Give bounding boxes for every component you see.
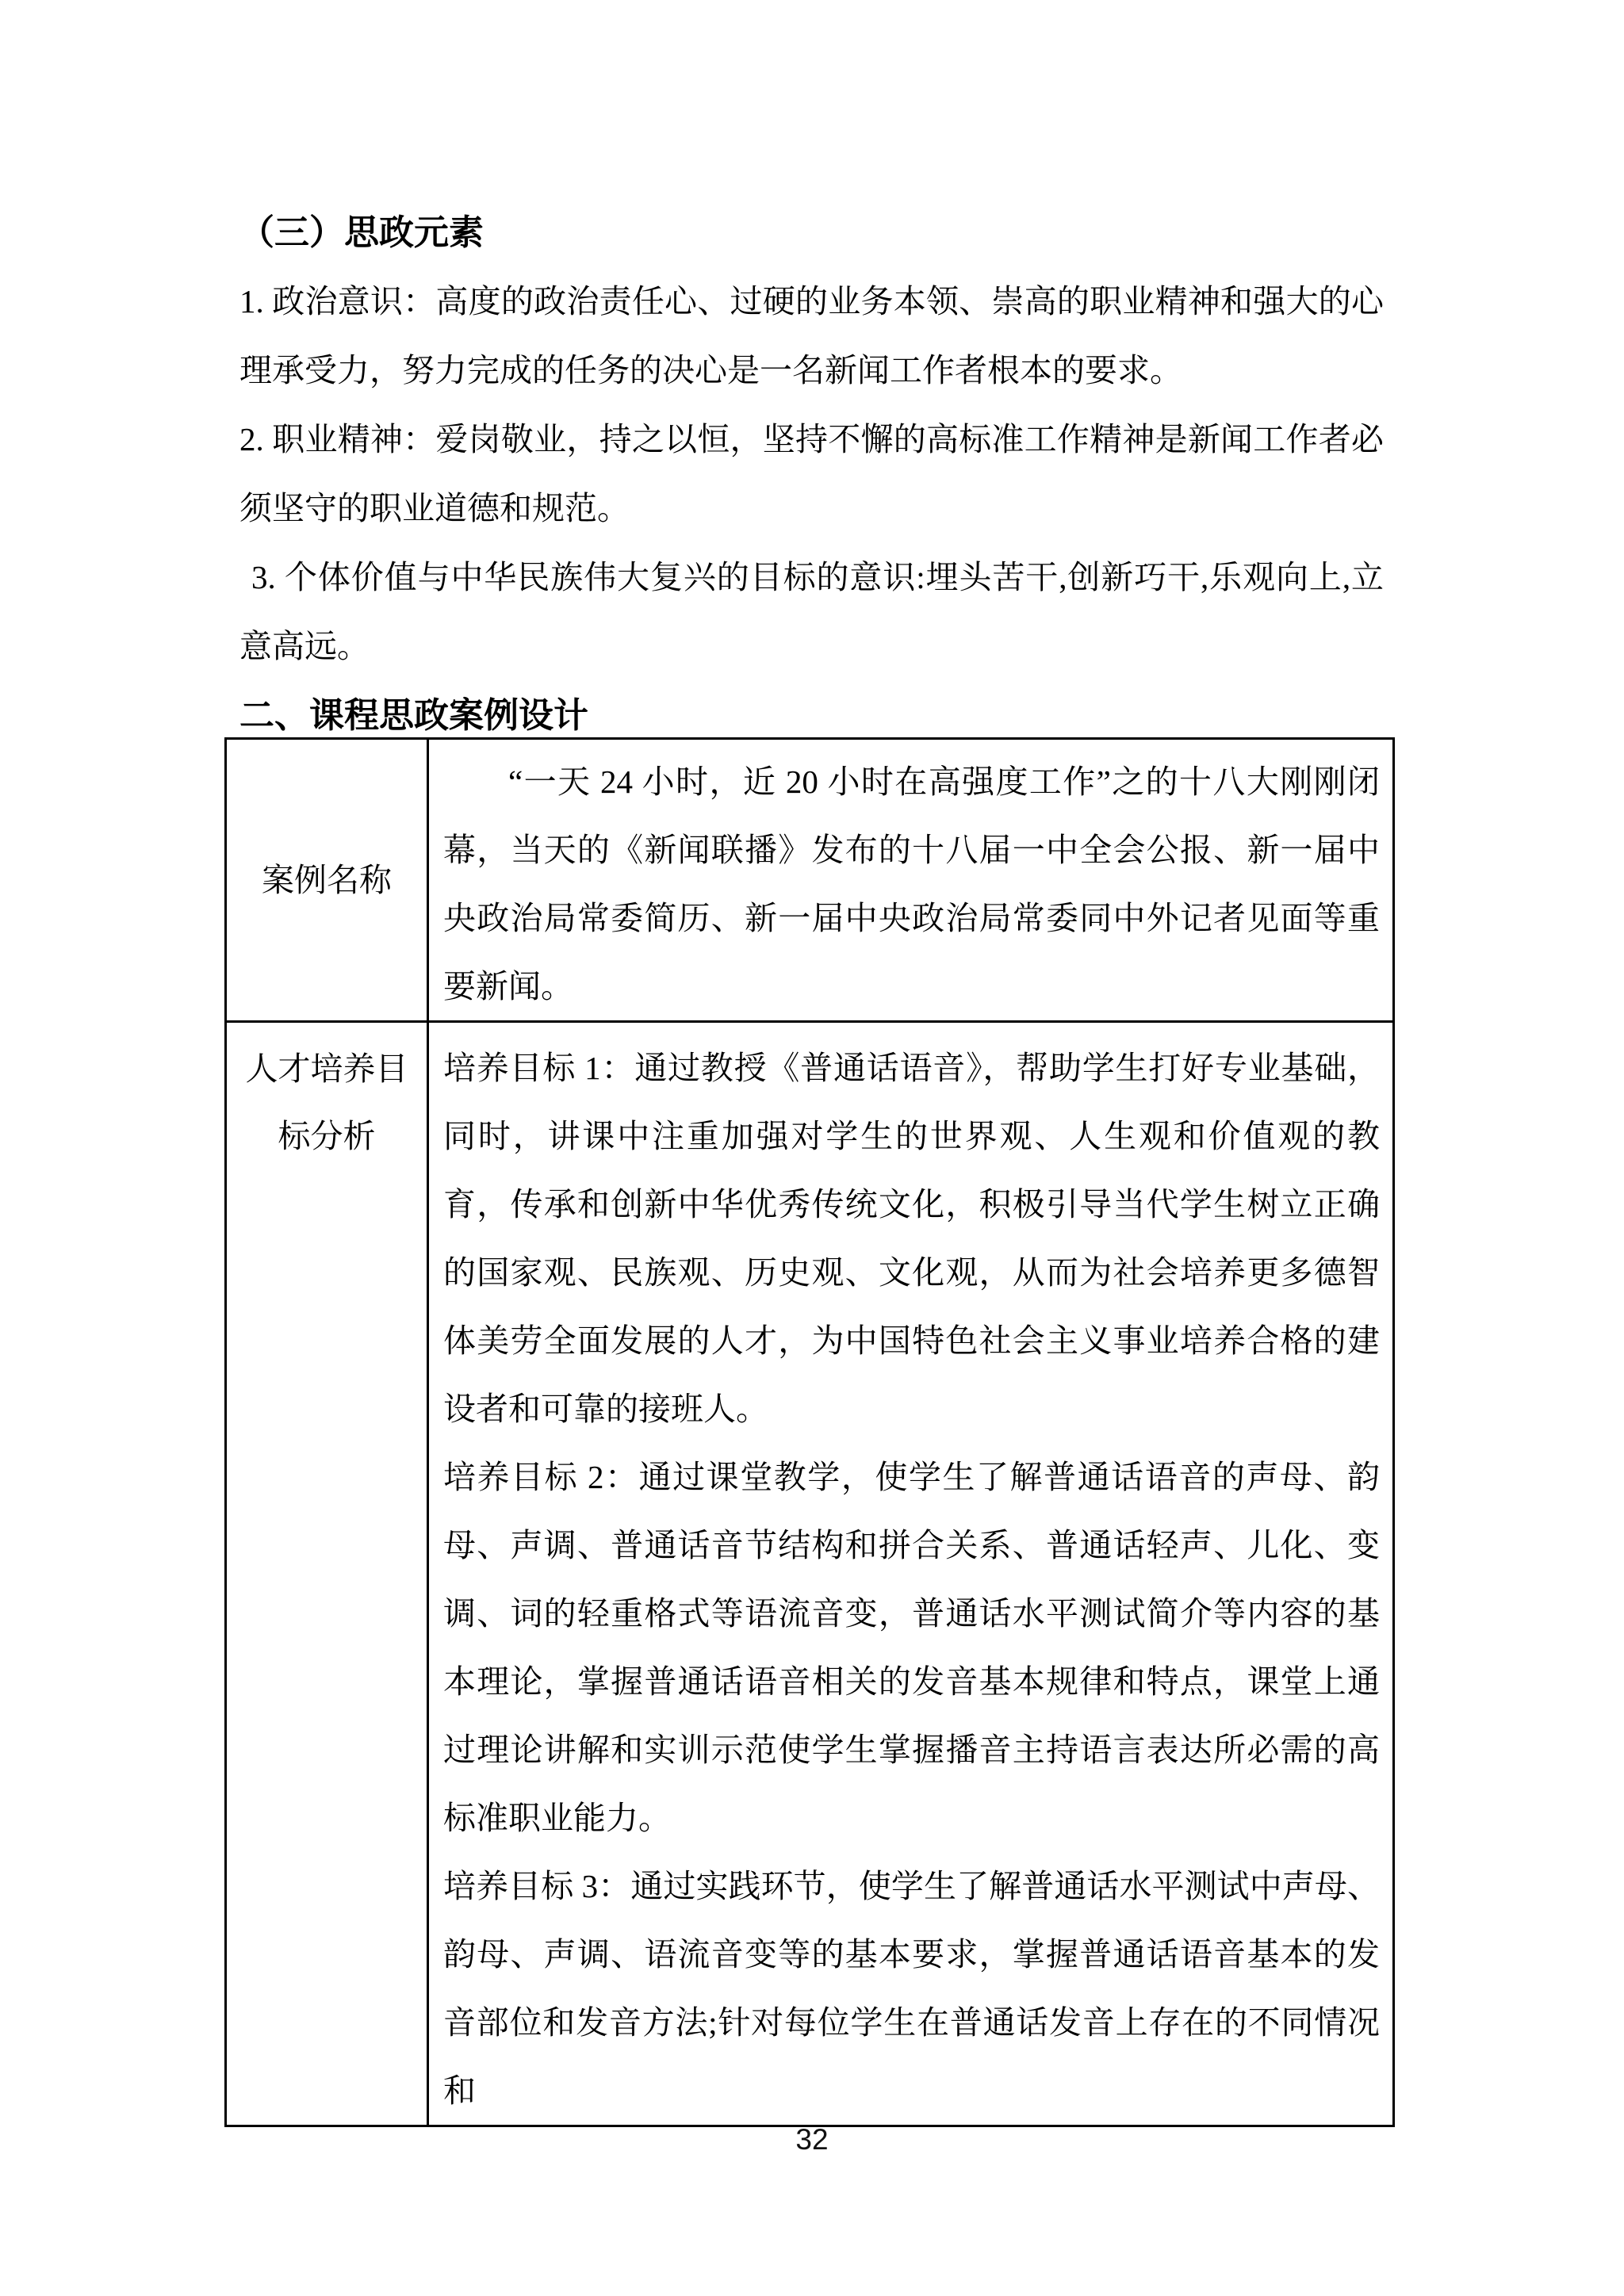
case-name-label-cell <box>226 739 428 1022</box>
paragraph-individual-value: 3. 个体价值与中华民族伟大复兴的目标的意识:埋头苦干,创新巧干,乐观向上,立意高远。 <box>239 559 1384 664</box>
paragraph-political-awareness: 1. 政治意识：高度的政治责任心、过硬的业务本领、崇高的职业精神和强大的心理承受力，努力完成的任务的决心是一名新闻工作者根本的要求。 <box>239 283 1384 388</box>
training-goal-1: 培养目标 1：通过教授《普通话语音》，帮助学生打好专业基础，同时，讲课中注重加强对学生的世界观、人生观和价值观的教育，传承和创新中华优秀传统文化，积极引导当代学生树立正确的国家观、民族观、历史观、文化观，从而为社会培养更多德智体美劳全面发展的人才，为中国特色社会主义事业培养合格的建设者和可靠的接班人。 <box>443 1050 1380 1427</box>
training-goals-label: 人才培养目标分析 <box>245 1050 408 1154</box>
case-name-content-cell <box>428 739 1394 1022</box>
training-goal-2: 培养目标 2：通过课堂教学，使学生了解普通话语音的声母、韵母、声调、普通话音节结构和拼合关系、普通话轻声、儿化、变调、词的轻重格式等语流音变，普通话水平测试简介等内容的基本理论，掌握普通话语音相关的发音基本规律和特点，课堂上通过理论讲解和实训示范使学生掌握播音主持语言表达所必需的高标准职业能力。 <box>443 1459 1380 1836</box>
table-row-case-name <box>226 739 1394 1022</box>
body-text-block <box>239 198 1384 750</box>
paragraph-professional-spirit: 2. 职业精神：爱岗敬业，持之以恒，坚持不懈的高标准工作精神是新闻工作者必须坚守的职业道德和规范。 <box>239 421 1384 526</box>
case-name-label: 案例名称 <box>262 861 392 898</box>
training-goals-content-cell <box>428 1022 1394 2126</box>
case-name-text: “一天 24 小时，近 20 小时在高强度工作”之的十八大刚刚闭幕，当天的《新闻联播》发布的十八届一中全会公报、新一届中央政治局常委简历、新一届中央政治局常委同中外记者见面等重要新闻。 <box>443 763 1380 1004</box>
section-heading-case-design: 二、课程思政案例设计 <box>239 696 588 735</box>
table-row-training-goals <box>226 1022 1394 2126</box>
training-goal-3: 培养目标 3：通过实践环节，使学生了解普通话水平测试中声母、韵母、声调、语流音变等的基本要求，掌握普通话语音基本的发音部位和发音方法;针对每位学生在普通话发音上存在的不同情况和 <box>443 1868 1380 2109</box>
case-design-table <box>224 737 1395 2127</box>
page-number: 32 <box>795 2123 829 2156</box>
training-goals-label-cell <box>226 1022 428 2126</box>
subsection-heading-sizheng: （三）思政元素 <box>239 213 484 252</box>
